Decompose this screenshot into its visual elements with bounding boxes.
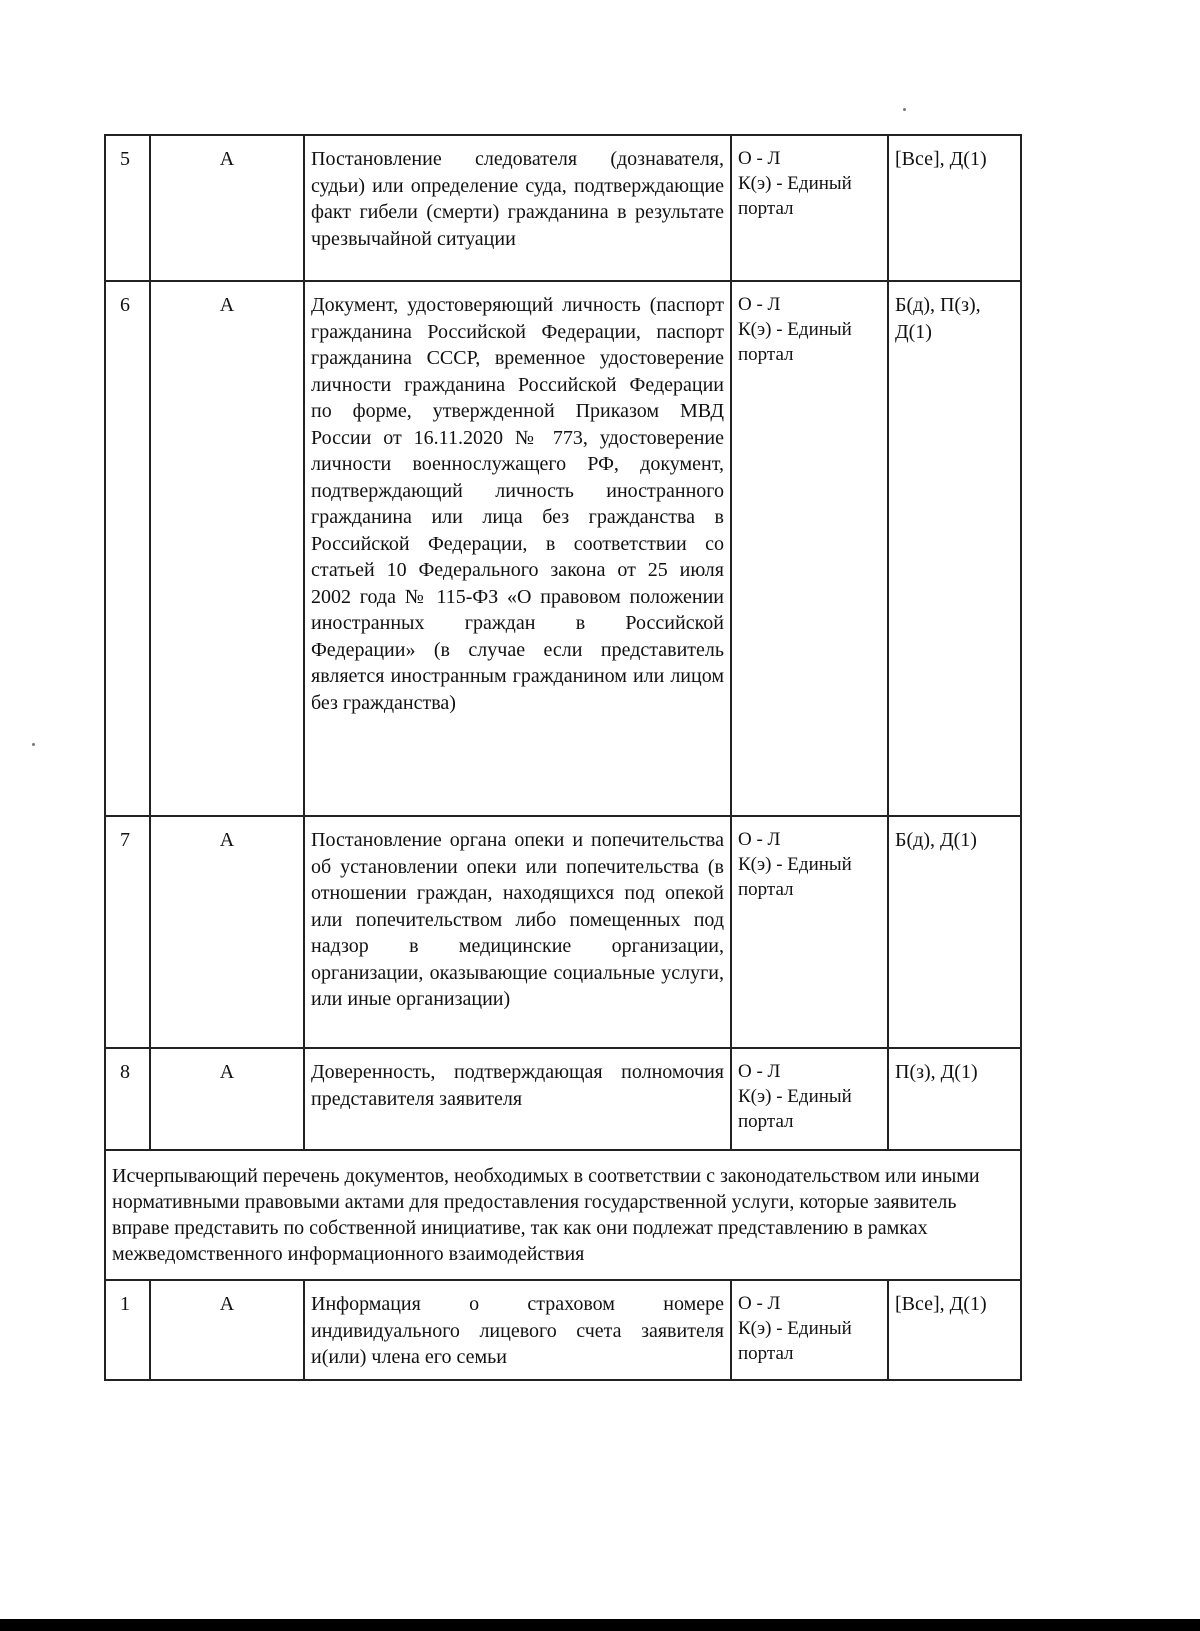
row-number: 7 (105, 816, 150, 1048)
row-applicants: [Все], Д(1) (888, 135, 1021, 281)
row-category: А (150, 135, 304, 281)
row-mode (731, 816, 888, 1048)
documents-table (104, 134, 1022, 1381)
row-applicants: П(з), Д(1) (888, 1048, 1021, 1150)
row-mode-line-2: К(э) - Единый портал (738, 1318, 852, 1364)
row-mode (731, 1048, 888, 1150)
row-document: Информация о страховом номере индивидуального лицевого счета заявителя и(или) члена его семьи (304, 1280, 731, 1380)
row-document: Документ, удостоверяющий личность (паспорт гражданина Российской Федерации, паспорт гражданина СССР, временное удостоверение личности гражданина Российской Федерации по форме, утвержденной Приказом МВД России от 16.11.2020 № 773, удостоверение личности военнослужащего РФ, документ, подтверждающий личность иностранного гражданина или лица без гражданства в Российской Федерации, в соответствии со статьей 10 Федерального закона от 25 июля 2002 года № 115-ФЗ «О правовом положении иностранных граждан в Российской Федерации» (в случае если представитель является иностранным гражданином или лицом без гражданства) (304, 281, 731, 816)
row-category: А (150, 1280, 304, 1380)
section-header-row (105, 1150, 1021, 1280)
table-row (105, 135, 1021, 281)
row-mode (731, 281, 888, 816)
table-row (105, 1280, 1021, 1380)
row-mode-line-2: К(э) - Единый портал (738, 173, 852, 219)
table-row (105, 816, 1021, 1048)
row-mode-line-2: К(э) - Единый портал (738, 1086, 852, 1132)
row-document: Постановление органа опеки и попечительства об установлении опеки или попечительства (в отношении граждан, находящихся под опекой или попечительством либо помещенных под надзор в медицинские организации, организации, оказывающие социальные услуги, или иные организации) (304, 816, 731, 1048)
section-header: Исчерпывающий перечень документов, необходимых в соответствии с законодательством или иными нормативными правовыми актами для предоставления государственной услуги, которые заявитель вправе представить по собственной инициативе, так как они подлежат представлению в рамках межведомственного информационного взаимодействия (105, 1150, 1021, 1280)
row-mode-line-1: О - Л (738, 1061, 781, 1082)
row-mode-line-2: К(э) - Единый портал (738, 854, 852, 900)
row-number: 5 (105, 135, 150, 281)
row-category: А (150, 281, 304, 816)
row-mode-line-2: К(э) - Единый портал (738, 319, 852, 365)
row-applicants: Б(д), Д(1) (888, 816, 1021, 1048)
row-applicants: Б(д), П(з), Д(1) (888, 281, 1021, 816)
scan-speck (903, 108, 906, 111)
row-applicants: [Все], Д(1) (888, 1280, 1021, 1380)
row-number: 8 (105, 1048, 150, 1150)
row-mode-line-1: О - Л (738, 829, 781, 850)
row-category: А (150, 1048, 304, 1150)
row-document: Доверенность, подтверждающая полномочия представителя заявителя (304, 1048, 731, 1150)
table-row (105, 281, 1021, 816)
row-mode (731, 135, 888, 281)
row-mode-line-1: О - Л (738, 294, 781, 315)
table-row (105, 1048, 1021, 1150)
row-number: 6 (105, 281, 150, 816)
row-document: Постановление следователя (дознавателя, судьи) или определение суда, подтверждающие факт гибели (смерти) гражданина в результате чрезвычайной ситуации (304, 135, 731, 281)
row-mode (731, 1280, 888, 1380)
row-mode-line-1: О - Л (738, 1293, 781, 1314)
scan-speck (32, 743, 35, 746)
scan-edge (0, 1619, 1200, 1631)
row-mode-line-1: О - Л (738, 148, 781, 169)
row-number: 1 (105, 1280, 150, 1380)
row-category: А (150, 816, 304, 1048)
